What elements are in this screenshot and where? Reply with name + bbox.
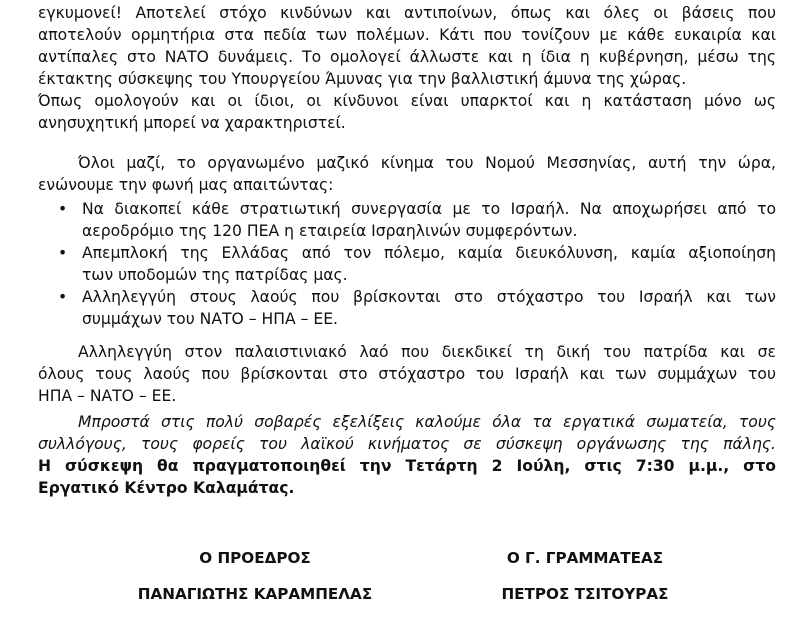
signature-right-role: Ο Γ. ΓΡΑΜΜΑΤΕΑΣ <box>506 549 664 567</box>
intro-line: Όπως ομολογούν και οι ίδιοι, οι κίνδυνοι είναι υπαρκτοί και η κατάσταση μόνο ως <box>38 92 776 110</box>
intro-line: έκτακτης σύσκεψης του Υπουργείου Άμυνας για την βαλλιστική άμυνα της χώρας. <box>38 70 687 88</box>
demand-line: Αλληλεγγύη στους λαούς που βρίσκονται στο στόχαστρο του Ισραήλ και των <box>82 288 776 306</box>
meeting-line: Η σύσκεψη θα πραγματοποιηθεί την Τετάρτη 2 Ιούλη, στις 7:30 μ.μ., στο <box>38 457 776 475</box>
signature-right-name: ΠΕΤΡΟΣ ΤΣΙΤΟΥΡΑΣ <box>501 585 669 603</box>
solidarity-paragraph <box>38 341 776 407</box>
demand-line: των υποδομών της πατρίδας μας. <box>82 266 348 284</box>
bullet-icon: • <box>58 244 68 262</box>
solidarity-line: ΗΠΑ – ΝΑΤΟ – ΕΕ. <box>38 387 177 405</box>
meeting-line: Εργατικό Κέντρο Καλαμάτας. <box>38 479 295 497</box>
call-line: συλλόγους, τους φορείς του λαϊκού κινήματος σε σύσκεψη οργάνωσης της πάλης. <box>38 435 776 453</box>
demands-list <box>58 198 776 330</box>
intro-line: αντίπαλες στο ΝΑΤΟ δυνάμεις. Το ομολογεί άλλωστε και η ίδια η κυβέρνηση, μέσω της <box>38 48 776 66</box>
bullet-icon: • <box>58 288 68 306</box>
solidarity-line: Αλληλεγγύη στον παλαιστινιακό λαό που διεκδικεί τη δική του πατρίδα και σε <box>78 343 776 361</box>
demand-line: συμμάχων του ΝΑΤΟ – ΗΠΑ – ΕΕ. <box>82 310 339 328</box>
solidarity-line: όλους τους λαούς που βρίσκονται στο στόχαστρο του Ισραήλ και των συμμάχων του <box>38 365 776 383</box>
demand-line: Απεμπλοκή της Ελλάδας από τον πόλεμο, καμία διευκόλυνση, καμία αξιοποίηση <box>82 244 776 262</box>
intro-line: αποτελούν ορμητήρια στα πεδία των πολέμων. Κάτι που τονίζουν με κάθε ευκαιρία και <box>38 26 776 44</box>
list-item <box>58 286 776 330</box>
call-line: Μπροστά στις πολύ σοβαρές εξελίξεις καλούμε όλα τα εργατικά σωματεία, τους <box>78 413 776 431</box>
intro-paragraph <box>38 2 776 134</box>
demand-line: Να διακοπεί κάθε στρατιωτική συνεργασία με το Ισραήλ. Να αποχωρήσει από το <box>82 200 776 218</box>
signature-left-role: Ο ΠΡΟΕΔΡΟΣ <box>199 549 311 567</box>
list-item <box>58 242 776 286</box>
bullet-icon: • <box>58 200 68 218</box>
demands-intro-line: Όλοι μαζί, το οργανωμένο μαζικό κίνημα του Νομού Μεσσηνίας, αυτή την ώρα, <box>78 154 776 172</box>
intro-line: ανησυχητική μπορεί να χαρακτηριστεί. <box>38 114 346 132</box>
demands-intro-paragraph <box>38 152 776 196</box>
signature-left-name: ΠΑΝΑΓΙΩΤΗΣ ΚΑΡΑΜΠΕΛΑΣ <box>137 585 373 603</box>
list-item <box>58 198 776 242</box>
intro-line: εγκυμονεί! Αποτελεί στόχο κινδύνων και αντιποίνων, όπως και όλες οι βάσεις που <box>38 4 776 22</box>
call-paragraph <box>38 411 776 499</box>
demands-intro-line: ενώνουμε την φωνή μας απαιτώντας: <box>38 176 334 194</box>
demand-line: αεροδρόμιο της 120 ΠΕΑ η εταιρεία Ισραηλινών συμφερόντων. <box>82 222 578 240</box>
